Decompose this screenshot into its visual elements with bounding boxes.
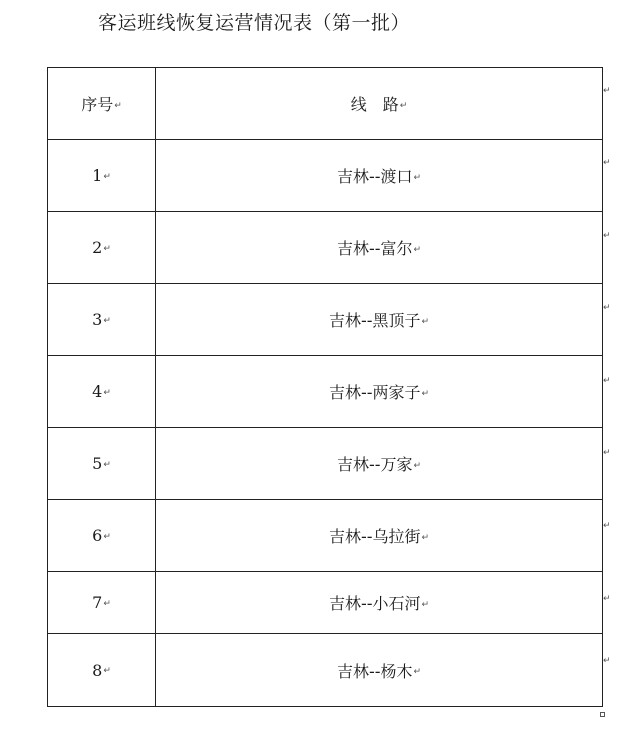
paragraph-mark-icon: ↵ [399, 100, 408, 111]
paragraph-mark-icon: ↵ [421, 316, 430, 327]
row-route: 吉林--两家子 [328, 383, 421, 402]
table-header-row [48, 68, 603, 140]
paragraph-mark-icon: ↵ [103, 459, 111, 470]
paragraph-mark-icon: ↵ [413, 172, 422, 183]
table-resize-handle[interactable] [600, 712, 605, 717]
row-no: 4 [92, 382, 103, 401]
row-route-cell [156, 356, 603, 428]
row-no: 3 [92, 310, 103, 329]
paragraph-mark-icon: ↵ [413, 460, 422, 471]
row-route: 吉林--渡口 [336, 167, 413, 186]
row-end-mark-icon: ↵ [603, 158, 611, 168]
row-route-cell [156, 572, 603, 634]
table-row [48, 428, 603, 500]
paragraph-mark-icon: ↵ [413, 244, 422, 255]
row-end-mark-icon: ↵ [603, 86, 611, 96]
row-no-cell [48, 140, 156, 212]
row-route: 吉林--万家 [336, 455, 413, 474]
row-no: 7 [92, 593, 103, 612]
paragraph-mark-icon: ↵ [103, 387, 111, 398]
row-no: 8 [92, 660, 103, 680]
table-row [48, 284, 603, 356]
paragraph-mark-icon: ↵ [103, 243, 111, 254]
row-route: 吉林--杨木 [336, 661, 413, 681]
row-route: 吉林--小石河 [328, 594, 421, 613]
paragraph-mark-icon: ↵ [114, 100, 122, 111]
paragraph-mark-icon: ↵ [421, 388, 430, 399]
table-row [48, 140, 603, 212]
row-no-cell [48, 356, 156, 428]
row-no: 1 [92, 166, 103, 185]
table-row [48, 634, 603, 707]
table-row [48, 500, 603, 572]
row-end-mark-icon: ↵ [603, 231, 611, 241]
paragraph-mark-icon: ↵ [421, 599, 430, 610]
row-no-cell [48, 634, 156, 707]
row-no-cell [48, 572, 156, 634]
table-row [48, 212, 603, 284]
row-no-cell [48, 428, 156, 500]
paragraph-mark-icon: ↵ [103, 171, 111, 182]
header-route-label: 线 路 [350, 95, 399, 114]
paragraph-mark-icon: ↵ [421, 532, 430, 543]
row-route-cell [156, 634, 603, 707]
header-no-label: 序号 [81, 95, 114, 114]
paragraph-mark-icon: ↵ [103, 531, 111, 542]
row-no-cell [48, 500, 156, 572]
paragraph-mark-icon: ↵ [103, 315, 111, 326]
row-route: 吉林--乌拉街 [328, 527, 421, 546]
routes-table [47, 67, 603, 707]
paragraph-mark-icon: ↵ [103, 666, 111, 676]
row-route-cell [156, 284, 603, 356]
paragraph-mark-icon: ↵ [413, 667, 422, 677]
paragraph-mark-icon: ↵ [103, 598, 111, 609]
row-end-mark-icon: ↵ [603, 303, 611, 313]
table-row [48, 356, 603, 428]
row-end-mark-icon: ↵ [603, 521, 611, 531]
row-end-mark-icon: ↵ [603, 448, 611, 458]
header-cell-route [156, 68, 603, 140]
row-route-cell [156, 140, 603, 212]
table-row [48, 572, 603, 634]
row-no: 5 [92, 454, 103, 473]
row-no-cell [48, 284, 156, 356]
row-end-mark-icon: ↵ [603, 656, 611, 666]
row-route: 吉林--黑顶子 [328, 311, 421, 330]
row-end-mark-icon: ↵ [603, 594, 611, 604]
row-no-cell [48, 212, 156, 284]
row-route: 吉林--富尔 [336, 239, 413, 258]
header-cell-no [48, 68, 156, 140]
row-route-cell [156, 428, 603, 500]
row-end-mark-icon: ↵ [603, 376, 611, 386]
row-route-cell [156, 500, 603, 572]
document-title: 客运班线恢复运营情况表（第一批） [98, 12, 411, 34]
row-route-cell [156, 212, 603, 284]
row-no: 6 [92, 526, 103, 545]
row-no: 2 [92, 238, 103, 257]
